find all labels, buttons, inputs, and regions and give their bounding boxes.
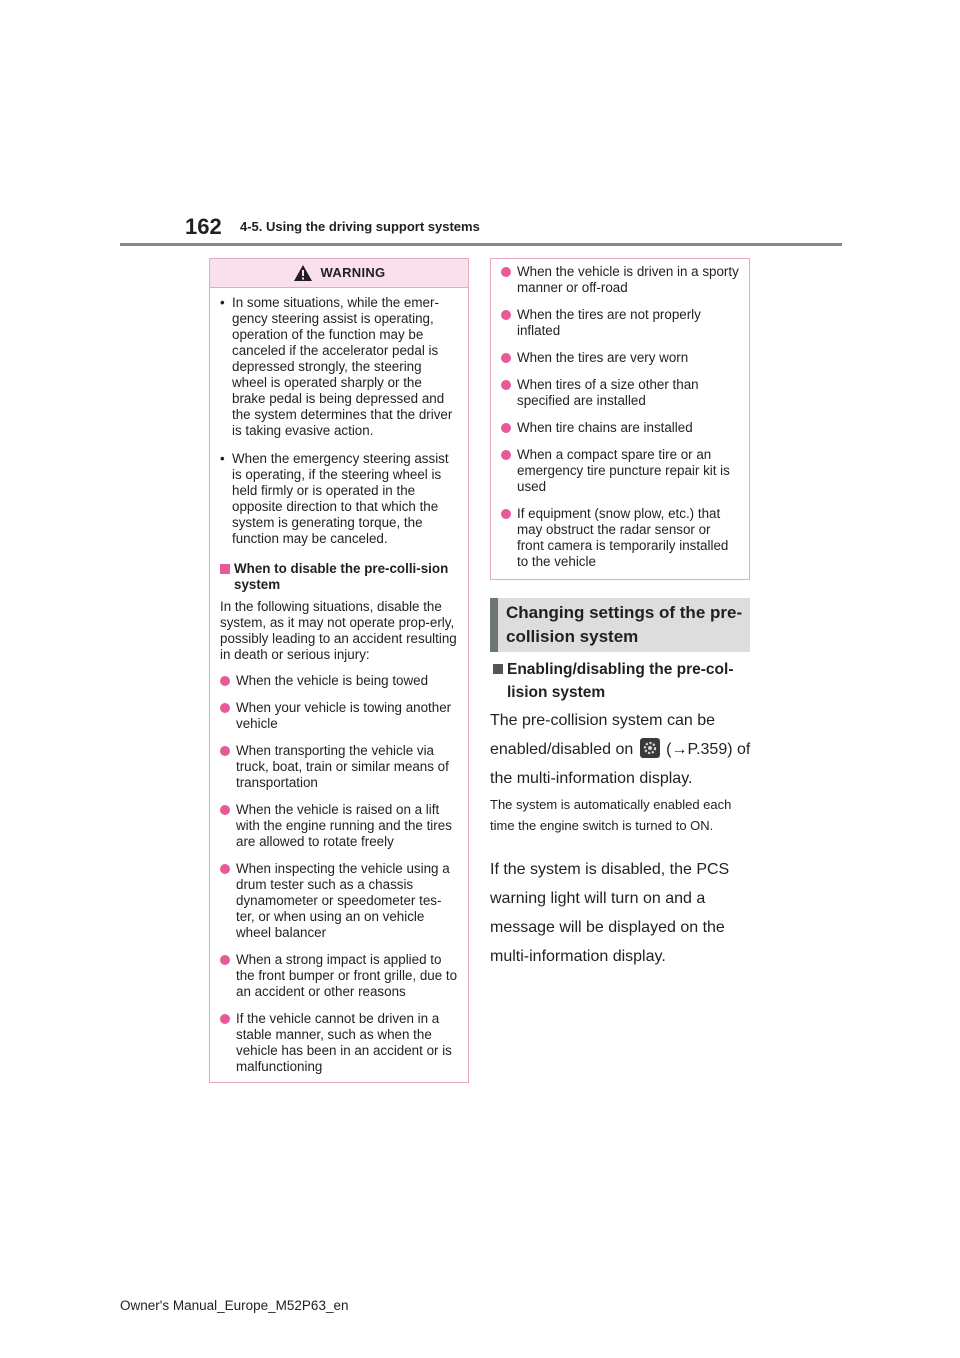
warning-bullet: When tire chains are installed [501, 420, 739, 436]
warning-bullet: When the tires are not properly inflated [501, 307, 739, 339]
circle-bullet-icon [501, 353, 511, 363]
circle-bullet-icon [501, 380, 511, 390]
settings-paragraph: The pre-collision system can be enabled/disabled on (→P.359) of the multi-information display. [490, 712, 751, 787]
warning-triangle-icon [293, 264, 313, 282]
header-rule [120, 243, 842, 246]
warning-bullet: When a strong impact is applied to the front bumper or front grille, due to an accident or other reasons [220, 952, 458, 1000]
dash-bullet-icon: • [220, 295, 225, 310]
warning-bullet: When inspecting the vehicle using a drum tester such as a chassis dynamometer or speedometer tes-ter, or when using an on vehicle wheel balancer [220, 861, 458, 941]
circle-bullet-icon [501, 450, 511, 460]
page-number: 162 [185, 214, 222, 239]
circle-bullet-icon [220, 805, 230, 815]
circle-bullet-icon [501, 267, 511, 277]
section-title: 4-5. Using the driving support systems [240, 219, 480, 234]
settings-gear-icon [640, 738, 660, 758]
warning-bullet: When your vehicle is towing another vehicle [220, 700, 458, 732]
circle-bullet-icon [220, 1014, 230, 1024]
settings-subheading: Enabling/disabling the pre-col-lision system [493, 658, 753, 704]
square-bullet-icon [220, 564, 230, 574]
circle-bullet-icon [220, 703, 230, 713]
warning-box [209, 258, 469, 1083]
circle-bullet-icon [501, 509, 511, 519]
circle-bullet-icon [220, 955, 230, 965]
warning-header [210, 259, 468, 288]
warning-bullet: If the vehicle cannot be driven in a stable manner, such as when the vehicle has been in an accident or is malfunctioning [220, 1011, 458, 1075]
settings-section-title: Changing settings of the pre-collision system [490, 598, 750, 652]
circle-bullet-icon [220, 676, 230, 686]
settings-paragraph-2: If the system is disabled, the PCS warning light will turn on and a message will be displayed on the multi-information display. [490, 861, 730, 965]
warning-continued-box [490, 258, 750, 580]
warning-bullet: If equipment (snow plow, etc.) that may obstruct the radar sensor or front camera is temporarily installed to the vehicle [501, 506, 739, 570]
warning-bullet: When the vehicle is raised on a lift with the engine running and the tires are allowed to rotate freely [220, 802, 458, 850]
warning-dash-item: • In some situations, while the emer-gency steering assist is operating, operation of the function may be canceled if the accelerator pedal is depressed strongly, the steering wheel is operated sharply or the brake pedal is being depressed and the system determines that the driver is taking evasive action. [220, 295, 453, 438]
warning-bullet: When transporting the vehicle via truck, boat, train or similar means of transportation [220, 743, 458, 791]
warning-bullet: When the vehicle is driven in a sporty manner or off-road [501, 264, 739, 296]
dash-bullet-icon: • [220, 451, 225, 466]
page-reference: (→P.359) [666, 741, 733, 758]
warning-bullet: When the tires are very worn [501, 350, 739, 366]
warning-dash-item: • When the emergency steering assist is operating, if the steering wheel is held firmly or is operated in the opposite direction to that which the system is generating torque, the function may be canceled. [220, 451, 449, 546]
settings-note: The system is automatically enabled each time the engine switch is turned to ON. [490, 797, 732, 833]
circle-bullet-icon [220, 746, 230, 756]
warning-subheading: When to disable the pre-colli-sion system [220, 561, 458, 593]
circle-bullet-icon [501, 310, 511, 320]
warning-intro: In the following situations, disable the system, as it may not operate prop-erly, possibly leading to an accident resulting in death or serious injury: [220, 599, 457, 662]
footer-text: Owner's Manual_Europe_M52P63_en [120, 1298, 349, 1313]
warning-bullet: When tires of a size other than specified are installed [501, 377, 739, 409]
circle-bullet-icon [501, 423, 511, 433]
warning-bullet: When a compact spare tire or an emergency tire puncture repair kit is used [501, 447, 739, 495]
warning-label: WARNING [320, 265, 386, 280]
square-bullet-icon [493, 664, 503, 674]
warning-bullet: When the vehicle is being towed [220, 673, 458, 689]
circle-bullet-icon [220, 864, 230, 874]
